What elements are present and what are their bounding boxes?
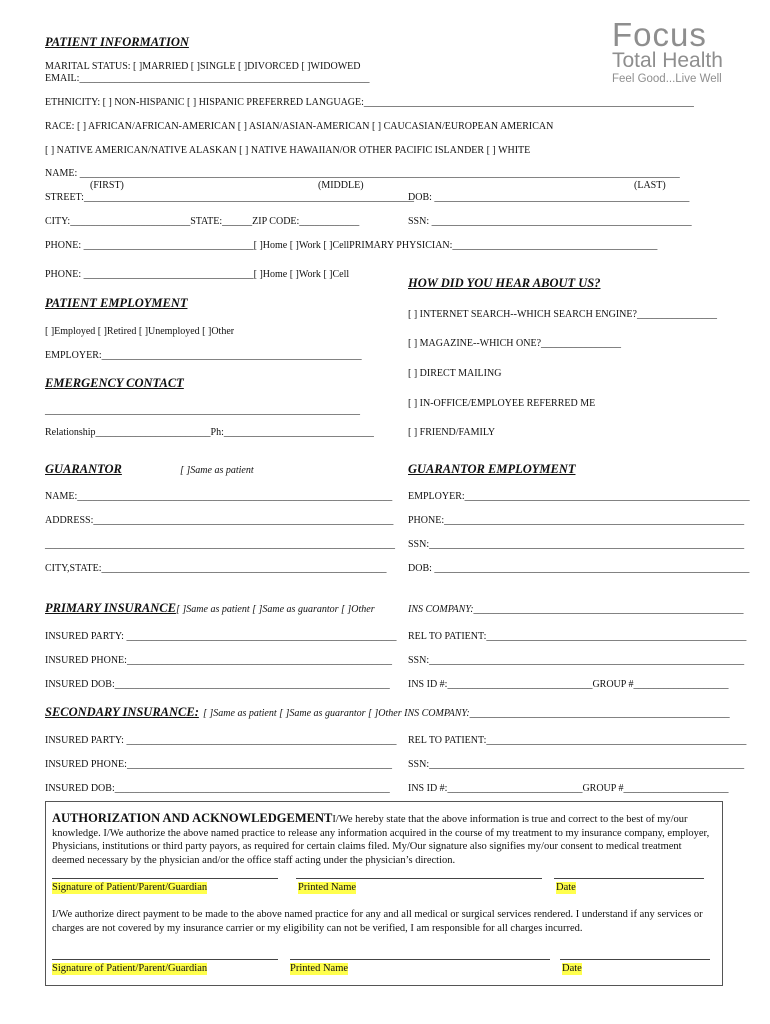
guarantor-address-field[interactable]: ADDRESS:____________________________________________________________ xyxy=(45,515,394,526)
date-label-2: Date xyxy=(562,963,582,974)
guarantor-address-line-2[interactable]: ______________________________________________________________________ xyxy=(45,539,395,550)
last-name-label: (LAST) xyxy=(634,180,666,191)
signature-label-2: Signature of Patient/Parent/Guardian xyxy=(52,963,208,974)
secondary-insured-dob-field[interactable]: INSURED DOB:_______________________________________________________ xyxy=(45,783,390,794)
guarantor-employer-field[interactable]: EMPLOYER:_________________________________________________________ xyxy=(408,491,750,502)
focus-total-health-logo xyxy=(612,16,727,92)
magazine-option[interactable]: [ ] MAGAZINE--WHICH ONE?________________ xyxy=(408,338,622,349)
payment-authorization-text: I/We authorize direct payment to be made to the above named practice for any and all medical or surgical services rendered. I understand if any services or charges are not covered by my insurance carrier or my eligibility can not be verified, I am responsible for all charges incurred. xyxy=(52,909,703,934)
primary-insurance-options[interactable]: [ ]Same as patient [ ]Same as guarantor [ ]Other xyxy=(176,604,375,615)
emergency-contact-name-field[interactable]: _______________________________________________________________ xyxy=(45,405,360,416)
race-options-row-1[interactable]: RACE: [ ] AFRICAN/AFRICAN-AMERICAN [ ] ASIAN/ASIAN-AMERICAN [ ] CAUCASIAN/EUROPEAN AMERICAN xyxy=(45,121,554,132)
printed-name-line-2[interactable] xyxy=(290,959,550,960)
secondary-ssn-field[interactable]: SSN:_______________________________________________________________ xyxy=(408,759,745,770)
how-did-you-hear-heading: HOW DID YOU HEAR ABOUT US? xyxy=(408,276,601,290)
email-field[interactable]: EMAIL:__________________________________________________________ xyxy=(45,73,370,84)
authorization-text: I/We hereby state that the above information is true and correct to the best of my/our knowledge. I/We authorize the above named practice to release any information acquired in the course of my treatment to my insurance company, employer, Physicians, institutions or third party payors, as required for certain claims filed. My/Our signature also signifies my/our consent to medical treatment deemed necessary by the physician and/or the office staff acting under the physician’s direction. xyxy=(52,814,710,866)
primary-insured-dob-field[interactable]: INSURED DOB:_______________________________________________________ xyxy=(45,679,390,690)
guarantor-employment-heading: GUARANTOR EMPLOYMENT xyxy=(408,462,576,476)
authorization-heading: AUTHORIZATION AND ACKNOWLEDGEMENT xyxy=(52,811,333,825)
printed-name-label-1: Printed Name xyxy=(298,882,357,893)
guarantor-name-field[interactable]: NAME:_______________________________________________________________ xyxy=(45,491,393,502)
dob-field[interactable]: DOB: ___________________________________________________ xyxy=(408,192,690,203)
friend-family-option[interactable]: [ ] FRIEND/FAMILY xyxy=(408,427,496,438)
signature-line-2[interactable] xyxy=(52,959,278,960)
internet-search-option[interactable]: [ ] INTERNET SEARCH--WHICH SEARCH ENGINE?________________ xyxy=(408,309,717,320)
date-line-2[interactable] xyxy=(560,959,710,960)
primary-ins-id-group-field[interactable]: INS ID #:_____________________________GROUP #___________________ xyxy=(408,679,729,690)
first-name-label: (FIRST) xyxy=(90,180,124,191)
guarantor-dob-field[interactable]: DOB: _______________________________________________________________ xyxy=(408,563,750,574)
primary-ssn-field[interactable]: SSN:_______________________________________________________________ xyxy=(408,655,745,666)
primary-insured-party-field[interactable]: INSURED PARTY: ______________________________________________________ xyxy=(45,631,397,642)
marital-status-field[interactable]: MARITAL STATUS: [ ]MARRIED [ ]SINGLE [ ]DIVORCED [ ]WIDOWED xyxy=(45,61,361,72)
secondary-insurance-options[interactable]: [ ]Same as patient [ ]Same as guarantor [ ]Other INS COMPANY:____________________________________________________ xyxy=(203,708,730,719)
guarantor-city-state-field[interactable]: CITY,STATE:_________________________________________________________ xyxy=(45,563,387,574)
emergency-contact-heading: EMERGENCY CONTACT xyxy=(45,376,184,390)
ssn-field[interactable]: SSN: ____________________________________________________ xyxy=(408,216,692,227)
logo-line-1: Focus xyxy=(612,16,707,53)
secondary-rel-to-patient-field[interactable]: REL TO PATIENT:____________________________________________________ xyxy=(408,735,747,746)
secondary-ins-id-group-field[interactable]: INS ID #:___________________________GROUP #_____________________ xyxy=(408,783,729,794)
direct-mailing-option[interactable]: [ ] DIRECT MAILING xyxy=(408,368,502,379)
name-field[interactable]: NAME: ________________________________________________________________________________________________________________________ xyxy=(45,168,680,179)
phone-physician-field[interactable]: PHONE: __________________________________[ ]Home [ ]Work [ ]CellPRIMARY PHYSICIAN:_________________________________________ xyxy=(45,240,658,251)
printed-name-label-2: Printed Name xyxy=(290,963,349,974)
referred-option[interactable]: [ ] IN-OFFICE/EMPLOYEE REFERRED ME xyxy=(408,398,596,409)
guarantor-phone-field[interactable]: PHONE:____________________________________________________________ xyxy=(408,515,745,526)
emergency-relationship-phone-field[interactable]: Relationship_______________________Ph:______________________________ xyxy=(45,427,374,438)
primary-insurance-heading: PRIMARY INSURANCE xyxy=(45,601,176,615)
guarantor-same-as-patient-option[interactable]: [ ]Same as patient xyxy=(180,465,254,476)
ethnicity-language-field[interactable]: ETHNICITY: [ ] NON-HISPANIC [ ] HISPANIC PREFERRED LANGUAGE:__________________________________________________________________ xyxy=(45,97,694,108)
employment-status-options[interactable]: [ ]Employed [ ]Retired [ ]Unemployed [ ]Other xyxy=(45,326,235,337)
secondary-insured-phone-field[interactable]: INSURED PHONE:_____________________________________________________ xyxy=(45,759,392,770)
secondary-insured-party-field[interactable]: INSURED PARTY: ______________________________________________________ xyxy=(45,735,397,746)
city-state-zip-field[interactable]: CITY:________________________STATE:______ZIP CODE:____________ xyxy=(45,216,360,227)
logo-tagline: Feel Good...Live Well xyxy=(612,73,722,85)
primary-insured-phone-field[interactable]: INSURED PHONE:_____________________________________________________ xyxy=(45,655,392,666)
phone-field-2[interactable]: PHONE: __________________________________[ ]Home [ ]Work [ ]Cell xyxy=(45,269,350,280)
logo-line-2: Total Health xyxy=(612,49,723,72)
printed-name-line-1[interactable] xyxy=(296,878,542,879)
date-label-1: Date xyxy=(556,882,576,893)
guarantor-heading: GUARANTOR xyxy=(45,462,122,476)
signature-label-1: Signature of Patient/Parent/Guardian xyxy=(52,882,208,893)
primary-rel-to-patient-field[interactable]: REL TO PATIENT:____________________________________________________ xyxy=(408,631,747,642)
middle-name-label: (MIDDLE) xyxy=(318,180,364,191)
primary-ins-company-field[interactable]: INS COMPANY:______________________________________________________ xyxy=(408,604,744,615)
patient-employment-heading: PATIENT EMPLOYMENT xyxy=(45,296,188,310)
signature-line-1[interactable] xyxy=(52,878,278,879)
authorization-paragraph xyxy=(52,812,714,867)
patient-information-heading: PATIENT INFORMATION xyxy=(45,35,189,49)
guarantor-ssn-field[interactable]: SSN:_______________________________________________________________ xyxy=(408,539,745,550)
authorization-box xyxy=(45,801,723,986)
race-options-row-2[interactable]: [ ] NATIVE AMERICAN/NATIVE ALASKAN [ ] NATIVE HAWAIIAN/OR OTHER PACIFIC ISLANDER [ ] WHITE xyxy=(45,145,531,156)
date-line-1[interactable] xyxy=(554,878,704,879)
employer-field[interactable]: EMPLOYER:____________________________________________________ xyxy=(45,350,362,361)
street-field[interactable]: STREET:__________________________________________________________________ xyxy=(45,192,414,203)
secondary-insurance-heading: SECONDARY INSURANCE: xyxy=(45,705,199,719)
